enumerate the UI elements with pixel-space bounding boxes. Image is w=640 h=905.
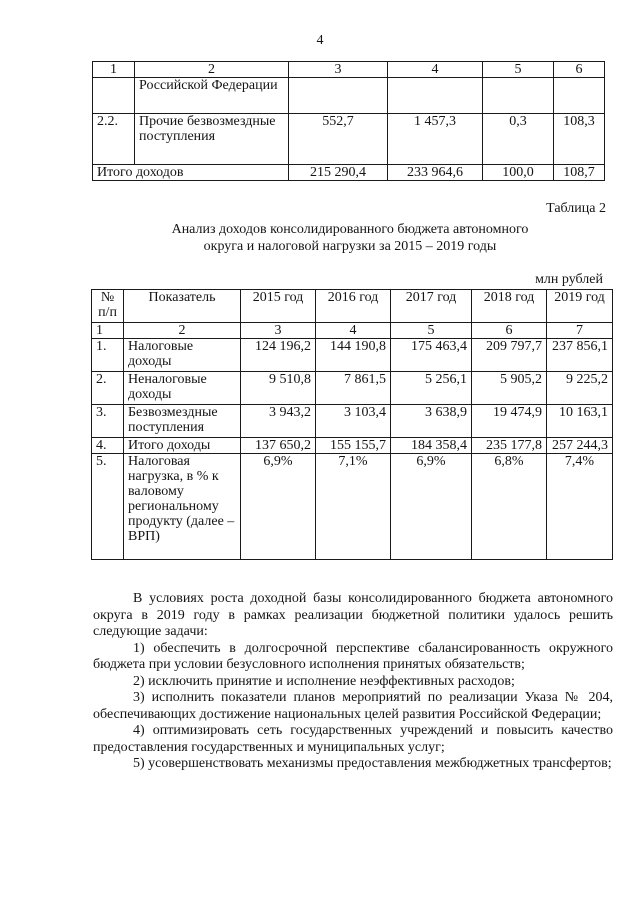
table-cell: 237 856,1 [547, 339, 613, 372]
table-cell: 215 290,4 [289, 165, 388, 181]
table-cell: 6,9% [391, 454, 472, 560]
table-cell: 9 510,8 [241, 372, 316, 405]
row-label: Безвозмездные поступления [124, 405, 241, 438]
revenue-analysis-table [91, 289, 613, 560]
header-cell: 2017 год [391, 290, 472, 323]
table-cell: 0,3 [483, 114, 554, 165]
list-item: 1) обеспечить в долгосрочной перспективе сбалансированность окружного бюджета при условии безусловного исполнения принятых обязательств; [93, 640, 613, 672]
header-cell: 6 [554, 62, 605, 78]
table-cell: 3 943,2 [241, 405, 316, 438]
table-caption: Таблица 2 [546, 201, 606, 216]
row-number: 5. [92, 454, 124, 560]
table-cell [554, 78, 605, 114]
table-cell: 6,8% [472, 454, 547, 560]
list-item: 2) исключить принятие и исполнение неэффективных расходов; [133, 673, 515, 689]
header-cell: 2018 год [472, 290, 547, 323]
table-row [92, 372, 613, 405]
header-cell: 2 [124, 323, 241, 339]
table-cell: 1 457,3 [388, 114, 483, 165]
table-row [93, 78, 605, 114]
table-cell: 257 244,3 [547, 438, 613, 454]
table-cell: 100,0 [483, 165, 554, 181]
row-label: Неналоговые доходы [124, 372, 241, 405]
header-cell: 6 [472, 323, 547, 339]
table-cell: 7,4% [547, 454, 613, 560]
table-header-row [92, 290, 613, 323]
table-cell [388, 78, 483, 114]
row-label: Российской Федерации [135, 78, 289, 114]
list-item: 3) исполнить показатели планов мероприятий по реализации Указа № 204, обеспечивающих достижение национальных целей развития Российской Федерации; [93, 690, 613, 722]
table-row [92, 454, 613, 560]
row-number: 2.2. [93, 114, 135, 165]
header-cell: 4 [388, 62, 483, 78]
table-title-line: округа и налоговой нагрузки за 2015 – 2019 годы [203, 239, 497, 254]
header-cell: 2 [135, 62, 289, 78]
table-cell: 5 256,1 [391, 372, 472, 405]
row-label: Налоговая нагрузка, в % к валовому региональному продукту (далее – ВРП) [124, 454, 241, 560]
row-label: Итого доходов [93, 165, 289, 181]
table-cell: 3 638,9 [391, 405, 472, 438]
table-cell [289, 78, 388, 114]
list-item: 4) оптимизировать сеть государственных учреждений и повысить качество предоставления государственных и муниципальных услуг; [93, 723, 613, 755]
row-number: 1. [92, 339, 124, 372]
header-cell: 5 [483, 62, 554, 78]
table-cell: 137 650,2 [241, 438, 316, 454]
paragraph: В условиях роста доходной базы консолидированного бюджета автономного округа в 2019 году в рамках реализации бюджетной политики удалось решить следующие задачи: [93, 591, 613, 639]
table-cell: 10 163,1 [547, 405, 613, 438]
table-cell: 19 474,9 [472, 405, 547, 438]
table-cell: 175 463,4 [391, 339, 472, 372]
header-cell: 5 [391, 323, 472, 339]
table-cell: 235 177,8 [472, 438, 547, 454]
table-cell [93, 78, 135, 114]
column-number-row [92, 323, 613, 339]
table-cell: 7 861,5 [316, 372, 391, 405]
header-cell: 3 [289, 62, 388, 78]
header-cell: 1 [93, 62, 135, 78]
table-cell: 108,3 [554, 114, 605, 165]
total-row [92, 438, 613, 454]
row-number: 3. [92, 405, 124, 438]
table-cell: 552,7 [289, 114, 388, 165]
table-cell: 209 797,7 [472, 339, 547, 372]
table-row [93, 114, 605, 165]
table-title [0, 221, 640, 255]
table-cell [483, 78, 554, 114]
row-label: Налоговые доходы [124, 339, 241, 372]
table-cell: 6,9% [241, 454, 316, 560]
units-label: млн рублей [535, 272, 603, 287]
row-label: Итого доходы [124, 438, 241, 454]
row-number: 4. [92, 438, 124, 454]
table-cell: 3 103,4 [316, 405, 391, 438]
table-cell: 5 905,2 [472, 372, 547, 405]
header-cell: 3 [241, 323, 316, 339]
page-number: 4 [316, 33, 324, 48]
header-cell: 2016 год [316, 290, 391, 323]
table-cell: 184 358,4 [391, 438, 472, 454]
header-cell: 2019 год [547, 290, 613, 323]
table-title-line: Анализ доходов консолидированного бюджета автономного [171, 222, 529, 237]
table-cell: 144 190,8 [316, 339, 391, 372]
list-item: 5) усовершенствовать механизмы предоставления межбюджетных трансфертов; [133, 756, 612, 771]
header-cell: 7 [547, 323, 613, 339]
table-cell: 9 225,2 [547, 372, 613, 405]
total-row [93, 165, 605, 181]
table-cell: 233 964,6 [388, 165, 483, 181]
header-cell: Показатель [124, 290, 241, 323]
table-cell: 124 196,2 [241, 339, 316, 372]
header-cell: 4 [316, 323, 391, 339]
header-cell: 2015 год [241, 290, 316, 323]
table-header-row [93, 62, 605, 78]
revenue-table-continued [92, 61, 605, 181]
header-cell: 1 [92, 323, 124, 339]
row-label: Прочие безвозмездные поступления [135, 114, 289, 165]
table-cell: 7,1% [316, 454, 391, 560]
table-row [92, 405, 613, 438]
header-cell: № п/п [92, 290, 124, 323]
row-number: 2. [92, 372, 124, 405]
table-row [92, 339, 613, 372]
body-text [93, 591, 613, 773]
table-cell: 155 155,7 [316, 438, 391, 454]
table-cell: 108,7 [554, 165, 605, 181]
